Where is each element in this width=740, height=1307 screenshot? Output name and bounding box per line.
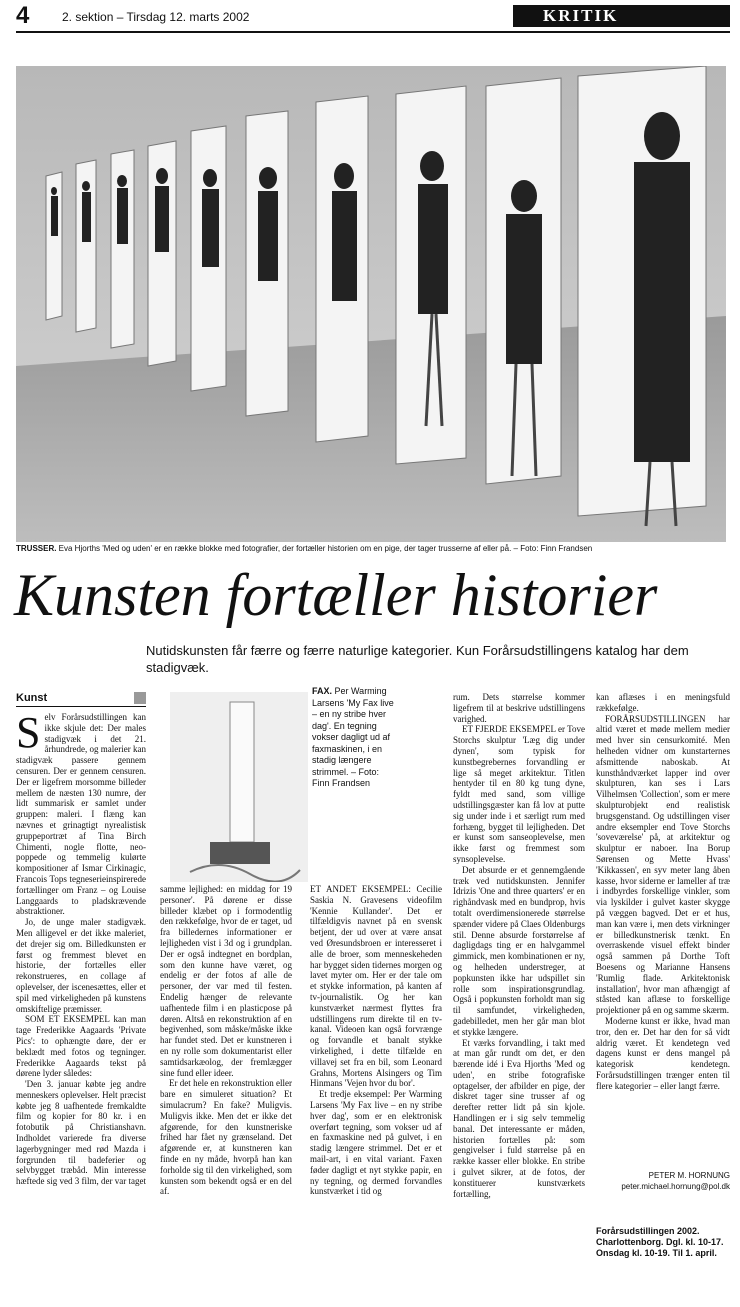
article-paragraph: samme lejlighed: en middag for 19 personer'. På dørene er disse billeder klæbet op i formodentlig den rækkefølge, hvor de er taget, ud fra billedernes informationer er lejligheden vist i 3d og i grundplan. Der er også indtegnet en bordplan, som den kunne have været, og endelig er der fotos af alle de personer, der var med til festen. Endelig hænger de relevante uafhentede film i en plasticpose på døren. Altså en rekonstruktion af en begivenhed, som måske/måske ikke har fundet sted. Det er kunstneren i en ny rolle som dokumentarist eller samtidsarkæolog, der fremlægger sine fund eller ideer. (160, 884, 292, 1078)
article-paragraph: 'Den 3. januar købte jeg andre menneskers oplevelser. Helt præcist købte jeg 8 uafhentede fremkaldte film og kopier for 80 kr. i en fotobutik på Christianshavn. Indholdet varierede fra diverse lagerbygninger med rød Mazda i forgrunden til badeferier og selvbygget træbåd. Min interesse hæftede sig ved 3 film, der var taget (16, 1079, 146, 1187)
fax-caption-text: Per Warming Larsens 'My Fax live – en ny stribe hver dag'. En tegning vokser dagligt ud af faxmaskinen, i en stadig længere strimmel. – Foto: Finn Frandsen (312, 686, 394, 788)
article-paragraph: Et værks forvandling, i takt med at man går rundt om det, er den bærende idé i Eva Hjorths 'Med og uden', en stribe fotografiske optagelser, der afbilder en pige, der diskret tager sine trusser af og derefter retter lidt på sin kjole. Handlingen er i sig selv temmelig banal. Det interessante er måden, historien fortælles på: som gengivelser i fuld størrelse på en række kasser eller blokke. En stribe i gulvet sikrer, at de fotos, der konstituerer kunstværkets fortælling, (453, 1037, 585, 1199)
exhibition-info: Forårsudstillingen 2002. Charlottenborg. Dgl. kl. 10-17. Onsdag kl. 10-19. Til 1. april. (596, 1226, 724, 1258)
lead-paragraph: Nutidskunsten får færre og færre naturlige kategorier. Kun Forårsudstillingens katalog har dem stadigvæk. (146, 643, 689, 675)
drop-cap: S (16, 712, 41, 757)
article-column-3 (310, 884, 442, 1302)
article-paragraph: Moderne kunst er ikke, hvad man tror, den er. Det har den for så vidt aldrig været. Et kendetegn ved dagens kunst er dens mangel på kategorisk kendetegn. Forårsudstillingen trænger enten til flere kategorier – eller langt færre. (596, 1015, 730, 1091)
article-paragraph: rum. Dets størrelse kommer ligefrem til at beskrive udstillingens varighed. (453, 692, 585, 724)
article-column-2 (160, 884, 292, 1302)
exhibition-photo-illustration (16, 66, 726, 542)
article-paragraph: Det absurde er et gennemgående træk ved nutidskunsten. Jennifer Idrizis 'One and three quarters' er en righåndvask med en bundprop, hvis totalt overdimensionerede størrelse spænder videre på Claes Oldenburgs stil. Denne absurde forstørrelse af dagligdags ting er en halvgammel gimmick, men kombinationen er ny, og helheden understreger, at popkunsten ikke har udspillet sin rolle som inspirationsgrundlag. Også i popkunsten forholdt man sig til samfundet, virkeligheden, gadebilledet, men her går man blot et stykke længere. (453, 864, 585, 1037)
byline-email: peter.michael.hornung@pol.dk (621, 1182, 730, 1191)
article-paragraph: FORÅRSUDSTILLINGEN har altid været et møde mellem medier med hver sin censurkomité. Men helheden vidner om kunstarternes afsmittende naboskab. At kunsthåndværket lapper ind over skulpturen, kan ses i Lars Vilhelmsen 'Collection', som er mere skulpturobjekt end realistisk brugsgenstand. Og udstillingen viser andre eksempler end Tove Storchs 'soveværelse' på, at arkitektur og skulptur er naboer. Ina Borup Sørensen og Mette Hvass' 'Kikkassen', en syv meter lang åben kasse, hvor siderne er lameller af træ i indbyrdes forskellige vinkler, som via lyskilder i gulvet kaster skygge på væggen bagved. Det er et hus, man kan være i, men dets virkninger er billedkunstnerisk tænkt. En overraskende visuel effekt binder også sammen på Dorthe Toft Boesens og Marianne Hansens 'Rumlig flade. Arkitektonisk installation', hvor man afhængigt af ståsted kan aflæse to forskellige projektioner på en og samme skærm. (596, 713, 730, 1016)
photo-caption (16, 544, 730, 554)
article-paragraph: Jo, de unge maler stadigvæk. Men alligevel er det ikke maleriet, det drejer sig om. Billedkunsten er først og fremmest blevet en historie, der fortælles eller rekonstrueres, en collage af oplevelser, der iscenesættes, eller et spil med virkeligheden på kunstens omskiftelige præmisser. (16, 917, 146, 1014)
article-column-5 (596, 692, 730, 1166)
fax-photo (170, 692, 308, 882)
article-paragraph: SOM ET EKSEMPEL kan man tage Frederikke Aagaards 'Private Pics': to ophængte døre, der er beklædt med fotos og tegninger. Frederikke Aagaards tekst på dørene lyder således: (16, 1014, 146, 1079)
section-date: 2. sektion – Tirsdag 12. marts 2002 (62, 10, 250, 24)
byline (616, 1170, 730, 1192)
page-number: 4 (16, 2, 30, 29)
fax-photo-illustration (170, 692, 308, 882)
fax-caption-kicker: FAX. (312, 686, 333, 696)
column-label-marker (134, 692, 146, 704)
article-paragraph: kan aflæses i en meningsfuld rækkefølge. (596, 692, 730, 713)
header-rule (16, 31, 730, 33)
article-paragraph: elv Forårsudstillingen kan ikke skjule det: Der males stadigvæk i det 21. århundrede, og malerier kan stadigvæk passere gennem censuren. Der er gennem censuren. Der er ligefrem morsomme billeder mellem de næsten 130 numre, der lidt summarisk er samlet under gruppen: maleri. I flæng kan nævnes et grinagtigt nyrealistisk gruppeportræt af Tina Birch Chimenti, nogle flotte, neo-poppede og temmelig kulørte kompositioner af Ismar Cirkinagic, Francois Tops tegneserieinspirerede fortællinger om Franz – og Louise Langgaards to pladskrævende abstraktioner. (16, 712, 146, 917)
column-label (16, 692, 146, 707)
fax-caption (312, 686, 396, 790)
caption-kicker: TRUSSER. (16, 544, 57, 553)
headline: Kunsten fortæller historier (14, 562, 658, 628)
column-label-text: Kunst (16, 692, 48, 704)
article-paragraph: ET ANDET EKSEMPEL: Cecilie Saskia N. Gravesens videofilm 'Kennie Kullander'. Det er tilfældigvis navnet på en svensk betjent, der ud over at være ansat ved Øresundsbroen er interesseret i alle de broer, som menneskeheden har bygget siden tidernes morgen og lavet myter om. Her er der tale om et stykke information, på kanten af tv-journalistik. Og her kan kunstværket nærmest flyttes fra udstillingens rum direkte til en tv-kanal. Videoen kan også forvrænge og forvandle et banalt stykke virkelighed, i dette tilfælde en villavej set fra en bil, som Leonard Grahns, Mortens Alsingers og Tim Hinmans 'Vejen hvor du bor'. (310, 884, 442, 1089)
section-label: KRITIK (513, 5, 730, 27)
article-column-1 (16, 712, 146, 1302)
article-paragraph: ET FJERDE EKSEMPEL er Tove Storchs skulptur 'Læg dig under dynen', som typisk for kunstbegrebernes forvandling er lige så meget arkitektur. Titlen hentyder til en 80 kg tung dyne, fyldt med sand, som villige udstillingsgæster kan få lov at putte sig under inde i et særligt rum med forhæng, bygget til lejligheden. Det er kunst som sanseoplevelse, men ikke først og fremmest som synsoplevelse. (453, 724, 585, 864)
article-paragraph: Et tredje eksempel: Per Warming Larsens 'My Fax live – en ny stribe hver dag', som er en elektronisk overført tegning, som vokser ud af en faxmaskine ned på gulvet, i en stadig længere strimmel. Det er et mail-art, i en vital variant. Faxen føder dagligt et nyt stykke papir, en ny tegning, og dermed forvandles kunstværket i tid og (310, 1089, 442, 1197)
byline-name: PETER M. HORNUNG (648, 1171, 730, 1180)
main-photo (16, 66, 726, 542)
article-paragraph: Er det hele en rekonstruktion eller bare en simuleret situation? Et simulacrum? En fake? Muligvis. Muligvis ikke. Men det er ikke det afgørende, for den kunstneriske frihed har fået ny grænseland. Det afgørende er, at kunstneren kan finde en ny måde, hvorpå han kan forholde sig til den virkelighed, som kunsten som bekendt også er en del af. (160, 1078, 292, 1197)
caption-text: Eva Hjorths 'Med og uden' er en række blokke med fotografier, der fortæller historien om en pige, der tager trusserne af eller på. – Foto: Finn Frandsen (56, 544, 593, 553)
article-column-4 (453, 692, 585, 1302)
